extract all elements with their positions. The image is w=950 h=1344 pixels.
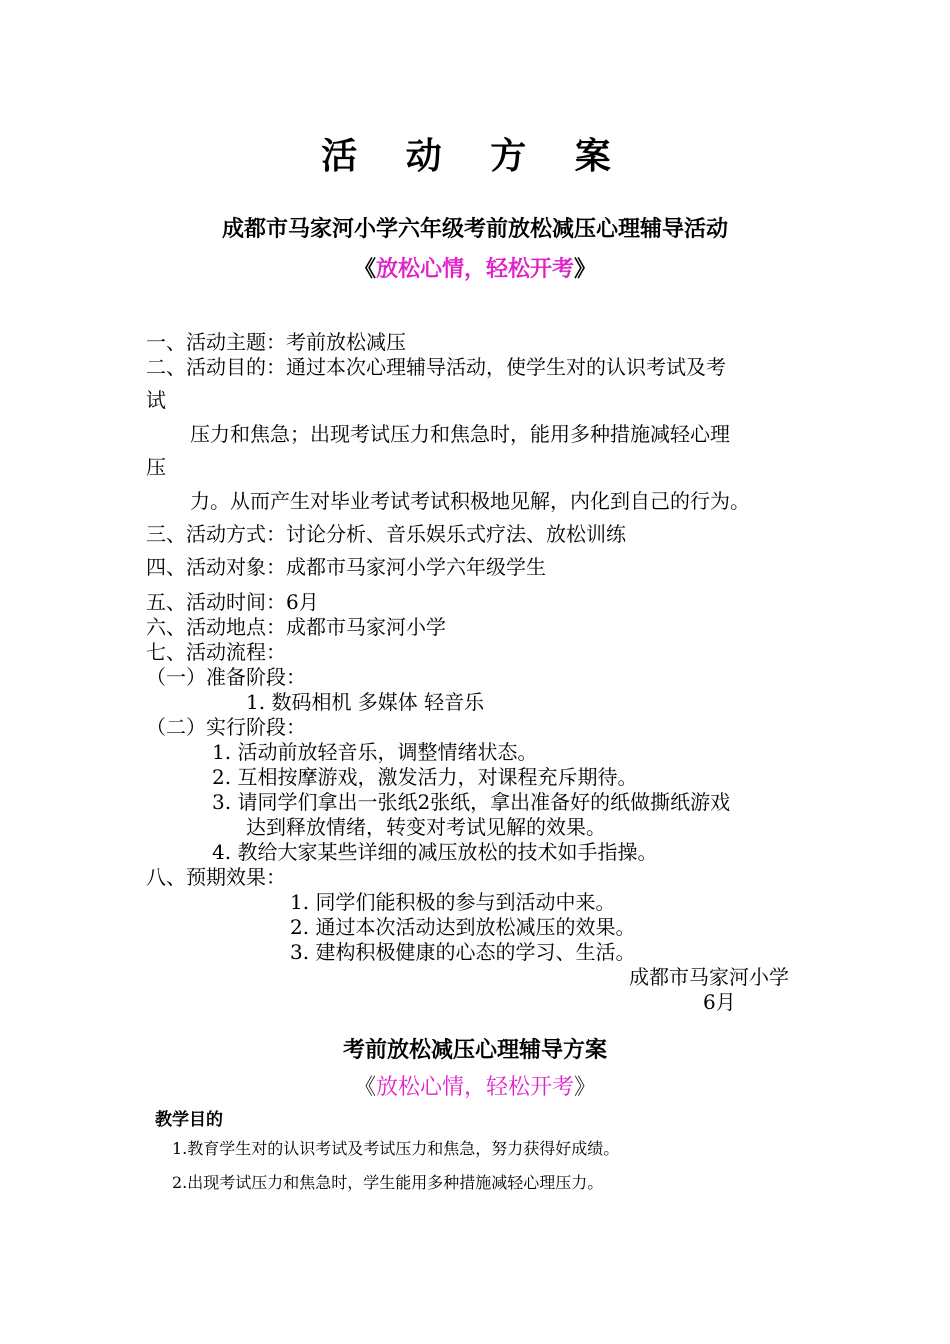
stage-prepare: （一）准备阶段： bbox=[146, 665, 306, 689]
page-title: 活 动 方 案 bbox=[321, 135, 629, 177]
item-purpose-line4: 压 bbox=[146, 455, 166, 479]
stage-execute: （二）实行阶段： bbox=[146, 715, 306, 739]
stage-prepare-item: 1. 数码相机 多媒体 轻音乐 bbox=[246, 690, 485, 714]
item-purpose-line3: 压力和焦急；出现考试压力和焦急时，能用多种措施减轻心理 bbox=[190, 422, 730, 446]
signature-month: 6月 bbox=[703, 990, 736, 1014]
goal-heading: 教学目的 bbox=[155, 1110, 223, 1130]
list-item: 1. 活动前放轻音乐，调整情绪状态。 bbox=[212, 740, 538, 764]
slogan-open: 《 bbox=[353, 1075, 376, 1100]
item-purpose-line2: 试 bbox=[146, 388, 166, 412]
section2-slogan bbox=[0, 1070, 950, 1101]
item-purpose-line5: 力。从而产生对毕业考试考试积极地见解，内化到自己的行为。 bbox=[190, 489, 750, 513]
section2-title: 考前放松减压心理辅导方案 bbox=[342, 1038, 607, 1063]
list-item: 3. 建构积极健康的心态的学习、生活。 bbox=[290, 940, 636, 964]
item-expect: 八、预期效果： bbox=[146, 865, 286, 889]
slogan-text: 放松心情，轻松开考 bbox=[375, 257, 574, 282]
slogan-close: 》 bbox=[574, 1075, 597, 1100]
item-place: 六、活动地点：成都市马家河小学 bbox=[146, 615, 446, 639]
slogan-open: 《 bbox=[353, 257, 376, 282]
goal-item: 1.教育学生对的认识考试及考试压力和焦急，努力获得好成绩。 bbox=[172, 1139, 620, 1158]
slogan-text: 放松心情，轻松开考 bbox=[375, 1075, 574, 1100]
goal-item: 2.出现考试压力和焦急时，学生能用多种措施减轻心理压力。 bbox=[172, 1173, 604, 1192]
item-theme: 一、活动主题：考前放松减压 bbox=[146, 330, 406, 354]
list-item: 1. 同学们能积极的参与到活动中来。 bbox=[290, 890, 616, 914]
signature-school: 成都市马家河小学 bbox=[629, 965, 789, 989]
item-time: 五、活动时间：6月 bbox=[146, 590, 319, 614]
activity-slogan bbox=[0, 252, 950, 283]
item-purpose-line1: 二、活动目的：通过本次心理辅导活动，使学生对的认识考试及考 bbox=[146, 355, 726, 379]
item-method: 三、活动方式：讨论分析、音乐娱乐式疗法、放松训练 bbox=[146, 522, 626, 546]
list-item-continued: 达到释放情绪，转变对考试见解的效果。 bbox=[246, 815, 606, 839]
list-item: 3. 请同学们拿出一张纸2张纸，拿出准备好的纸做撕纸游戏 bbox=[212, 790, 731, 814]
list-item: 2. 互相按摩游戏，激发活力，对课程充斥期待。 bbox=[212, 765, 638, 789]
item-audience: 四、活动对象：成都市马家河小学六年级学生 bbox=[146, 555, 546, 579]
item-process: 七、活动流程： bbox=[146, 640, 286, 664]
list-item: 4. 教给大家某些详细的减压放松的技术如手指操。 bbox=[212, 840, 658, 864]
list-item: 2. 通过本次活动达到放松减压的效果。 bbox=[290, 915, 636, 939]
slogan-close: 》 bbox=[574, 257, 597, 282]
activity-subtitle: 成都市马家河小学六年级考前放松减压心理辅导活动 bbox=[221, 217, 728, 242]
